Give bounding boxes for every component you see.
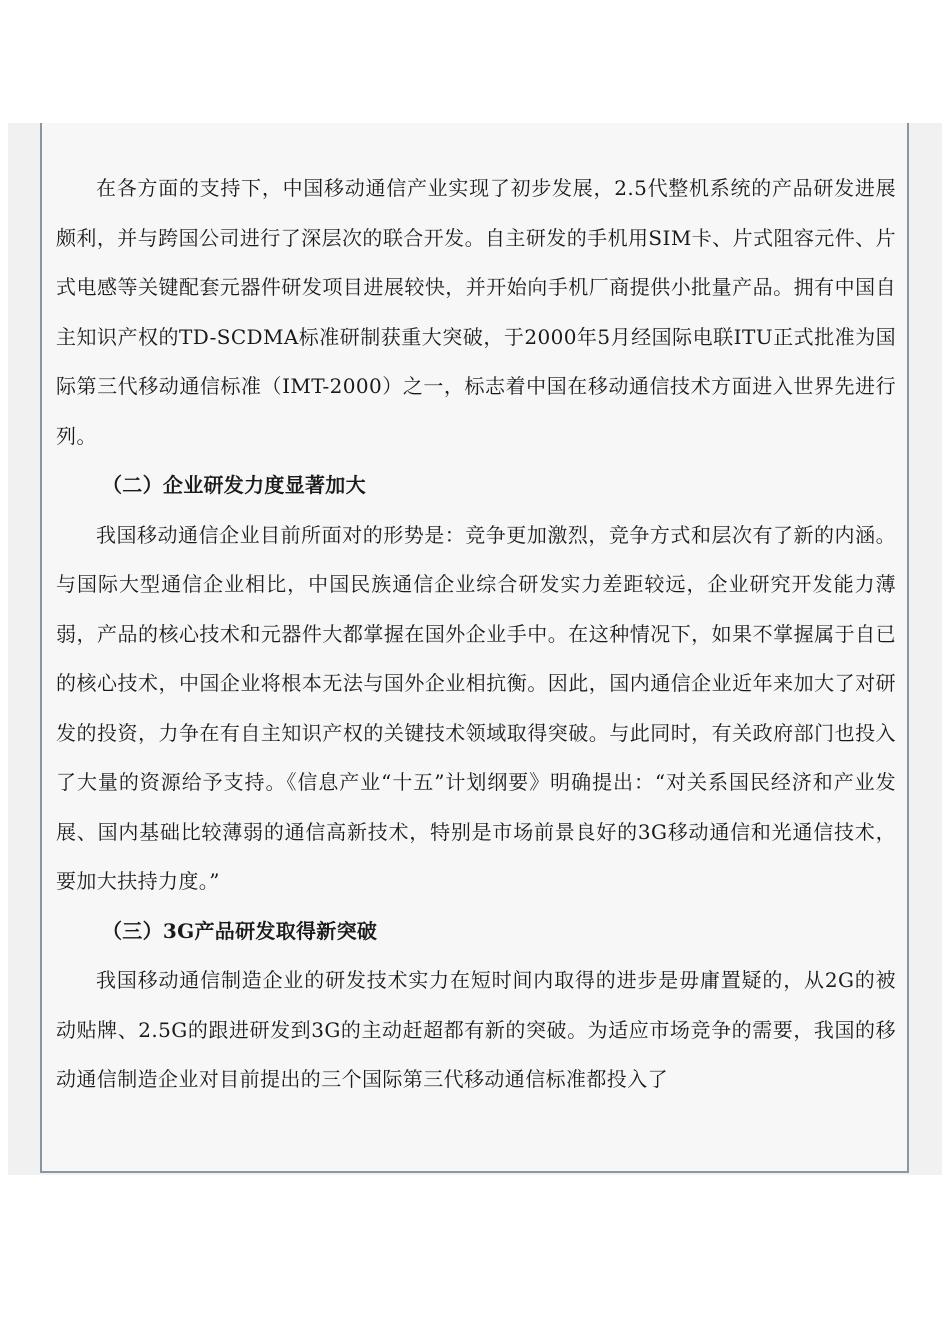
section-heading-enterprise-rd: （二）企业研发力度显著加大 xyxy=(102,473,366,497)
paragraph-mobile-industry-development: 在各方面的支持下，中国移动通信产业实现了初步发展，2.5代整机系统的产品研发进展颇利，并与跨国公司进行了深层次的联合开发。自主研发的手机用SIM卡、片式阻容元件、片式电感等关键配套元器件研发项目进展较快，并开始向手机厂商提供小批量产品。拥有中国自主知识产权的TD-SCDMA标准研制获重大突破，于2000年5月经国际电联ITU正式批准为国际第三代移动通信标准（IMT-2000）之一，标志着中国在移动通信技术方面进入世界先进行列。 xyxy=(56,176,896,448)
document-body xyxy=(56,164,896,1105)
paragraph-3g-breakthrough: 我国移动通信制造企业的研发技术实力在短时间内取得的进步是毋庸置疑的，从2G的被动贴牌、2.5G的跟进研发到3G的主动赶超都有新的突破。为适应市场竞争的需要，我国的移动通信制造企业对目前提出的三个国际第三代移动通信标准都投入了 xyxy=(56,968,896,1091)
paragraph-enterprise-rd-investment: 我国移动通信企业目前所面对的形势是：竞争更加激烈，竞争方式和层次有了新的内涵。与国际大型通信企业相比，中国民族通信企业综合研发实力差距较远，企业研究开发能力薄弱，产品的核心技术和元器件大都掌握在国外企业手中。在这种情况下，如果不掌握属于自已的核心技术，中国企业将根本无法与国外企业相抗衡。因此，国内通信企业近年来加大了对研发的投资，力争在有自主知识产权的关键技术领域取得突破。与此同时，有关政府部门也投入了大量的资源给予支持。《信息产业“十五”计划纲要》明确提出：“对关系国民经济和产业发展、国内基础比较薄弱的通信高新技术，特别是市场前景良好的3G移动通信和光通信技术，要加大扶持力度。” xyxy=(56,522,896,893)
section-heading-3g-breakthrough: （三）3G产品研发取得新突破 xyxy=(102,918,378,943)
